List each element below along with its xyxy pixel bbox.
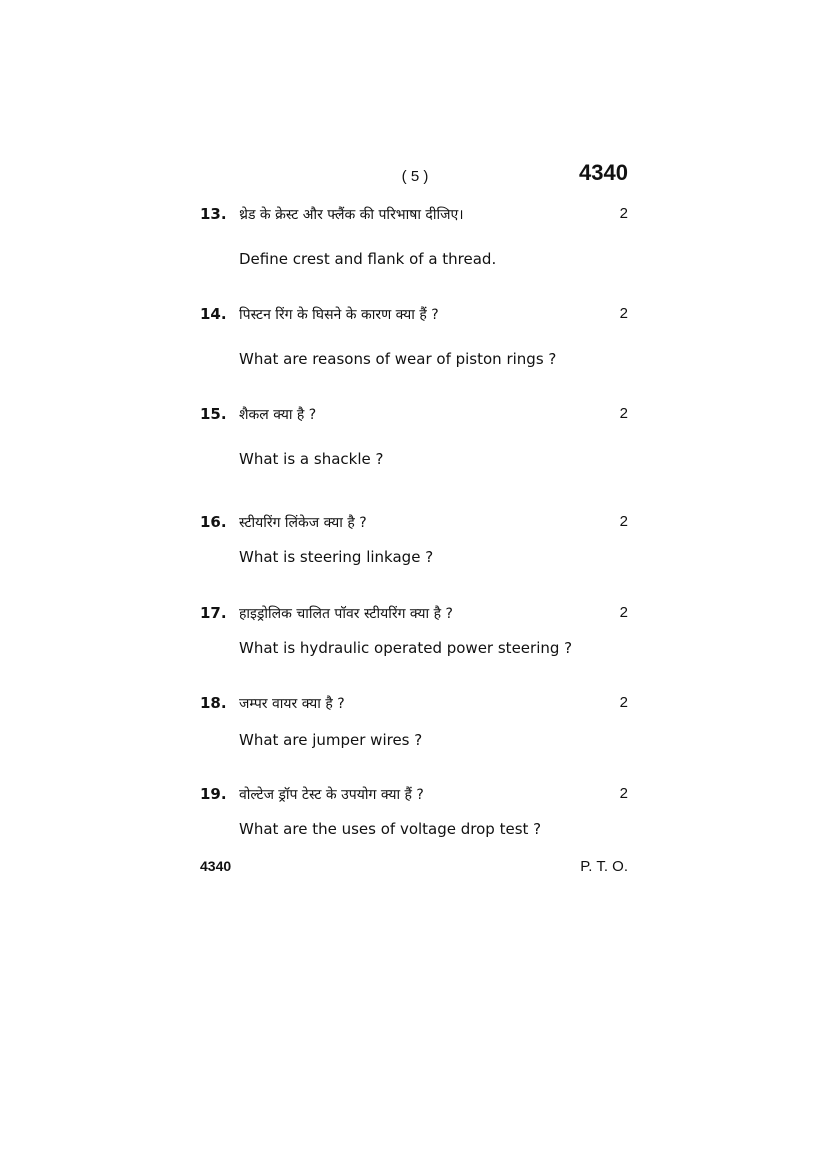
- question-text-hindi: शैकल क्या है ?: [239, 407, 317, 423]
- question-text-hindi: स्टीयरिंग लिंकेज क्या है ?: [239, 515, 367, 531]
- question-13: [200, 205, 630, 268]
- question-marks: 2: [619, 785, 628, 802]
- question-text-hindi: वोल्टेज ड्रॉप टेस्ट के उपयोग क्या हैं ?: [239, 787, 424, 803]
- question-text-hindi: पिस्टन रिंग के घिसने के कारण क्या हैं ?: [239, 307, 439, 323]
- question-17: [200, 604, 630, 657]
- question-text-hindi: हाइड्रोलिक चालित पॉवर स्टीयरिंग क्या है ?: [239, 606, 453, 622]
- paper-code-footer: 4340: [200, 858, 232, 874]
- question-18: [200, 694, 630, 749]
- question-14: [200, 305, 630, 368]
- question-number: 13.: [200, 205, 227, 223]
- question-number: 15.: [200, 405, 227, 423]
- question-text-english: What are the uses of voltage drop test ?: [239, 820, 542, 838]
- page-number: ( 5 ): [401, 168, 429, 185]
- question-number: 14.: [200, 305, 227, 323]
- question-text-hindi: थ्रेड के क्रेस्ट और फ्लैंक की परिभाषा दीजिए।: [239, 207, 464, 223]
- question-marks: 2: [619, 305, 628, 322]
- question-text-english: What is hydraulic operated power steering ?: [239, 639, 573, 657]
- question-number: 18.: [200, 694, 227, 712]
- question-marks: 2: [619, 405, 628, 422]
- question-text-english: What are reasons of wear of piston rings ?: [239, 350, 557, 368]
- question-19: [200, 785, 630, 838]
- paper-code-header: 4340: [579, 160, 628, 185]
- question-text-english: What are jumper wires ?: [239, 731, 423, 749]
- question-marks: 2: [619, 694, 628, 711]
- question-text-english: Define crest and flank of a thread.: [239, 250, 497, 268]
- question-text-hindi: जम्पर वायर क्या है ?: [239, 696, 345, 712]
- question-marks: 2: [619, 604, 628, 621]
- pto-label: P. T. O.: [580, 858, 628, 875]
- question-number: 16.: [200, 513, 227, 531]
- question-15: [200, 405, 630, 468]
- question-marks: 2: [619, 205, 628, 222]
- question-number: 19.: [200, 785, 227, 803]
- question-marks: 2: [619, 513, 628, 530]
- question-16: [200, 513, 630, 566]
- question-text-english: What is steering linkage ?: [239, 548, 434, 566]
- question-number: 17.: [200, 604, 227, 622]
- question-text-english: What is a shackle ?: [239, 450, 384, 468]
